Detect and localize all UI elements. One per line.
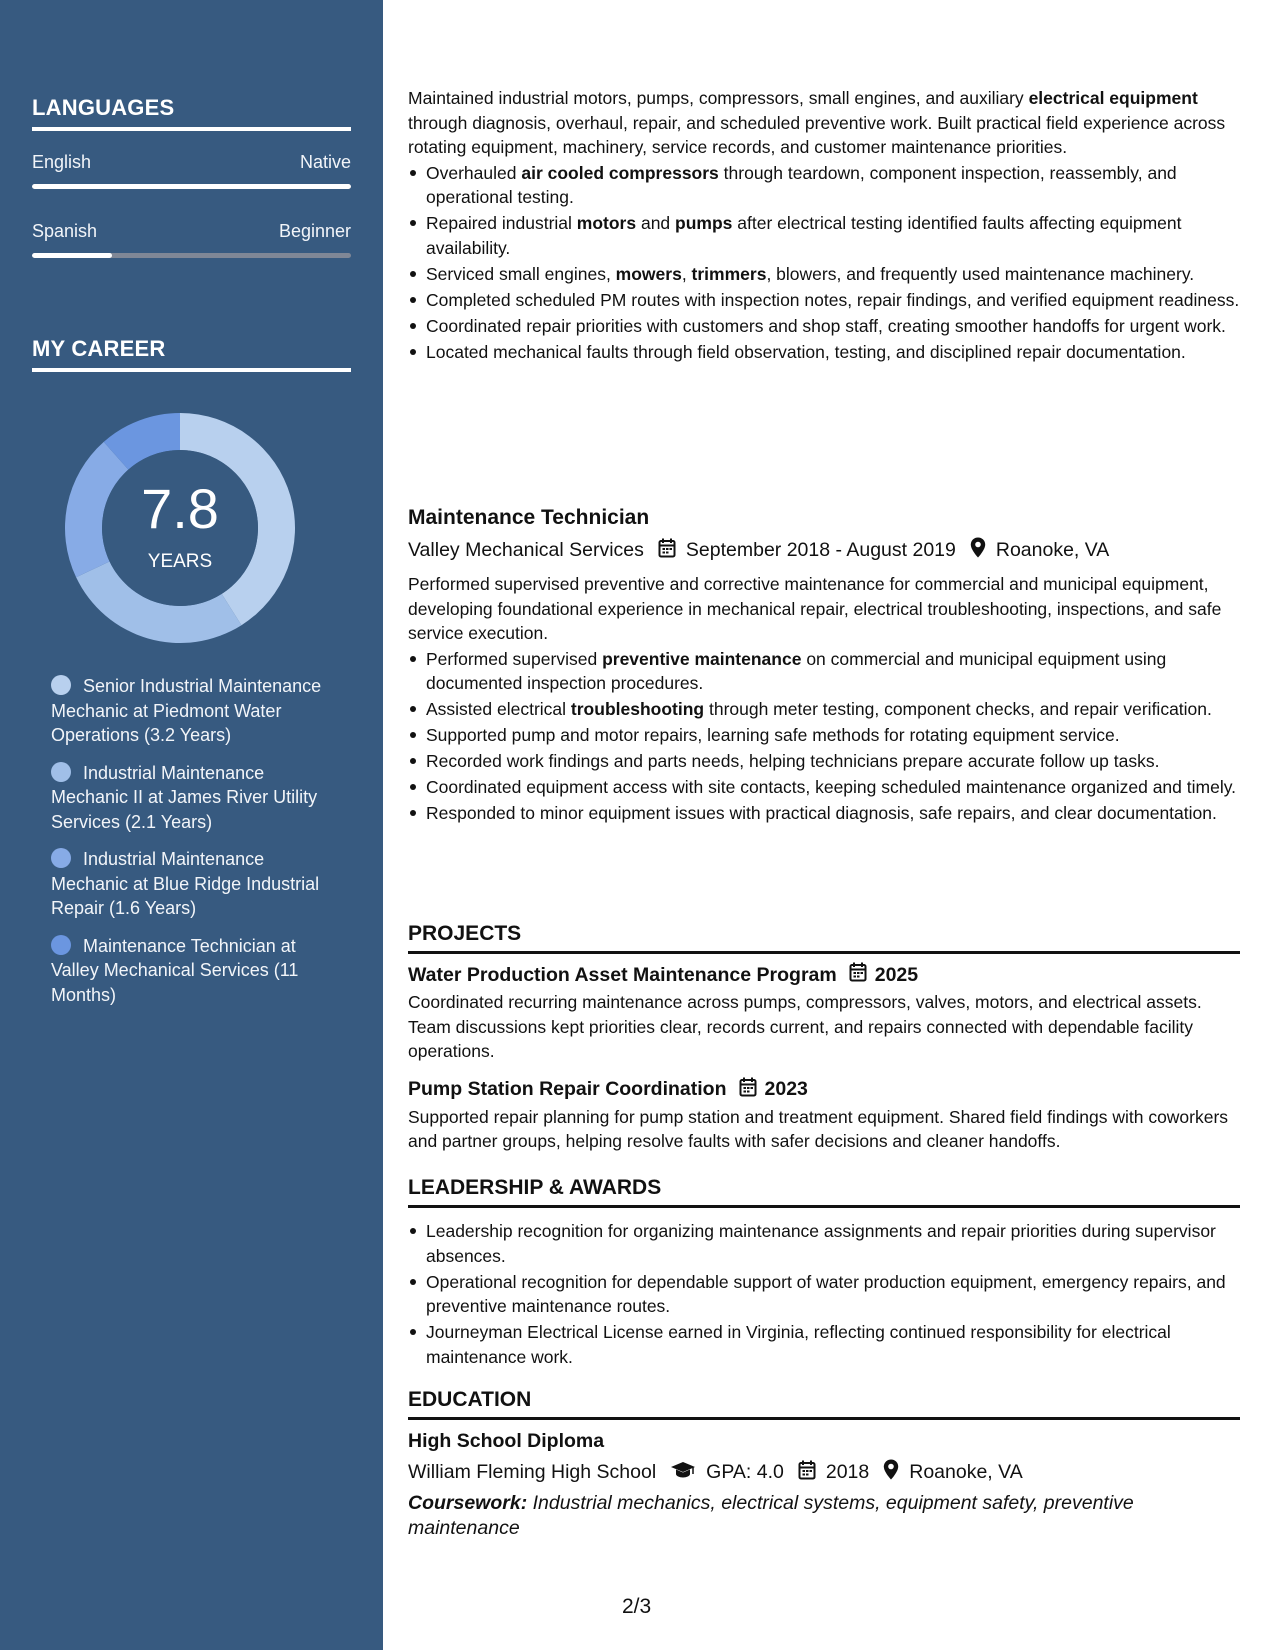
job1-section <box>408 86 1240 366</box>
job2-bullet: Supported pump and motor repairs, learning safe methods for rotating equipment service. <box>408 723 1240 748</box>
job2-bullet: Responded to minor equipment issues with practical diagnosis, safe repairs, and clear documentation. <box>408 801 1240 826</box>
coursework-label: Coursework: <box>408 1492 528 1514</box>
education-school: William Fleming High School <box>408 1461 657 1483</box>
project-year: 2025 <box>874 963 919 986</box>
language-row-spanish <box>32 221 351 242</box>
project-title: Pump Station Repair Coordination <box>408 1078 727 1100</box>
total-years-value: 7.8 <box>141 477 219 540</box>
language-bar-fill <box>32 184 351 189</box>
project-description: Coordinated recurring maintenance across pumps, compressors, valves, motors, and electrical assets. Team discussions kept priorities clear, records current, and repairs connected with dependable facility operations. <box>408 992 1202 1061</box>
legend-dot-icon <box>51 762 71 782</box>
projects-heading: PROJECTS <box>408 922 1240 954</box>
job2-bullet: Coordinated equipment access with site contacts, keeping scheduled maintenance organized and timely. <box>408 775 1240 800</box>
education-meta <box>408 1459 1240 1486</box>
education-coursework <box>408 1491 1240 1540</box>
job2-location: Roanoke, VA <box>995 539 1110 561</box>
legend-dot-icon <box>51 848 71 868</box>
sidebar <box>0 0 383 1650</box>
leadership-section <box>408 1176 1240 1371</box>
total-years-label: YEARS <box>147 551 213 572</box>
calendar-icon <box>849 962 867 988</box>
location-pin-icon <box>970 537 986 564</box>
leadership-heading: LEADERSHIP & AWARDS <box>408 1176 1240 1208</box>
job2-dates: September 2018 - August 2019 <box>685 539 956 561</box>
legend-dot-icon <box>51 675 71 695</box>
job1-bullet: Overhauled air cooled compressors through teardown, component inspection, reassembly, and operational testing. <box>408 161 1240 210</box>
language-level: Native <box>299 152 351 172</box>
job2-meta <box>408 537 1240 564</box>
career-legend-item <box>51 847 331 921</box>
education-heading: EDUCATION <box>408 1388 1240 1420</box>
career-legend-text: Maintenance Technician at Valley Mechanical Services (11 Months) <box>51 935 299 1005</box>
project-year: 2023 <box>764 1078 808 1100</box>
job1-bullet: Repaired industrial motors and pumps after electrical testing identified faults affecting equipment availability. <box>408 211 1240 260</box>
project-title-row <box>408 962 1240 988</box>
job1-summary: Maintained industrial motors, pumps, compressors, small engines, and auxiliary electrical equipment through diagnosis, overhaul, repair, and scheduled preventive work. Built practical field experience across rotating equipment, machinery, service records, and customer maintenance priorities. <box>408 88 1226 157</box>
calendar-icon <box>739 1077 757 1103</box>
language-bar-english <box>32 184 351 189</box>
leadership-bullet: Journeyman Electrical License earned in Virginia, reflecting continued responsibility for electrical maintenance work. <box>408 1320 1240 1369</box>
projects-section <box>408 922 1240 1154</box>
education-degree: High School Diploma <box>408 1430 605 1452</box>
job2-bullet: Recorded work findings and parts needs, helping technicians prepare accurate follow up tasks. <box>408 749 1240 774</box>
project-description: Supported repair planning for pump station and treatment equipment. Shared field findings with coworkers and partner groups, helping resolve faults with safer decisions and cleaner handoffs. <box>408 1106 1229 1151</box>
education-location: Roanoke, VA <box>909 1461 1023 1483</box>
career-legend-item <box>51 761 331 835</box>
graduation-cap-icon <box>670 1461 696 1485</box>
education-section <box>408 1388 1240 1540</box>
career-heading: MY CAREER <box>32 336 351 372</box>
career-legend-text: Industrial Maintenance Mechanic II at James River Utility Services (2.1 Years) <box>51 762 318 832</box>
career-legend-text: Senior Industrial Maintenance Mechanic at Piedmont Water Operations (3.2 Years) <box>51 676 322 745</box>
education-year: 2018 <box>825 1461 870 1483</box>
leadership-bullet: Leadership recognition for organizing maintenance assignments and repair priorities during supervisor absences. <box>408 1219 1240 1268</box>
education-gpa: GPA: 4.0 <box>706 1461 784 1483</box>
language-row-english <box>32 152 351 173</box>
languages-heading: LANGUAGES <box>32 95 351 131</box>
job2-section <box>408 506 1240 827</box>
legend-dot-icon <box>51 935 71 955</box>
project-title-row <box>408 1077 1240 1103</box>
calendar-icon <box>798 1460 816 1486</box>
job1-bullet: Serviced small engines, mowers, trimmers, blowers, and frequently used maintenance machinery. <box>408 262 1240 287</box>
job1-bullet: Coordinated repair priorities with customers and shop staff, creating smoother handoffs for urgent work. <box>408 314 1240 339</box>
language-bar-fill <box>32 253 112 258</box>
career-donut-chart <box>65 413 295 643</box>
language-name: Spanish <box>32 221 98 241</box>
job2-title: Maintenance Technician <box>408 506 650 529</box>
career-legend-item <box>51 674 331 748</box>
language-level: Beginner <box>278 221 351 241</box>
project-title: Water Production Asset Maintenance Program <box>408 963 837 986</box>
job2-bullet: Assisted electrical troubleshooting through meter testing, component checks, and repair verification. <box>408 697 1240 722</box>
career-legend-item <box>51 934 331 1008</box>
job2-bullets <box>408 647 1240 826</box>
job1-bullet: Located mechanical faults through field observation, testing, and disciplined repair documentation. <box>408 340 1240 365</box>
job2-summary: Performed supervised preventive and corrective maintenance for commercial and municipal equipment, developing foundational experience in mechanical repair, electrical troubleshooting, inspections, and safe service execution. <box>408 574 1222 643</box>
coursework-text: Industrial mechanics, electrical systems, equipment safety, preventive maintenance <box>408 1492 1134 1539</box>
location-pin-icon <box>883 1459 899 1486</box>
leadership-bullets <box>408 1219 1240 1369</box>
career-legend <box>51 674 331 1020</box>
leadership-bullet: Operational recognition for dependable support of water production equipment, emergency repairs, and preventive maintenance routes. <box>408 1270 1240 1319</box>
career-legend-text: Industrial Maintenance Mechanic at Blue Ridge Industrial Repair (1.6 Years) <box>51 849 320 918</box>
job1-bullets <box>408 161 1240 365</box>
calendar-icon <box>658 538 676 564</box>
job1-bullet: Completed scheduled PM routes with inspection notes, repair findings, and verified equipment readiness. <box>408 288 1240 313</box>
language-name: English <box>32 152 92 172</box>
page-number: 2/3 <box>622 1595 652 1618</box>
language-bar-spanish <box>32 253 351 258</box>
job2-company: Valley Mechanical Services <box>408 539 644 561</box>
job2-bullet: Performed supervised preventive maintenance on commercial and municipal equipment using documented inspection procedures. <box>408 647 1240 696</box>
